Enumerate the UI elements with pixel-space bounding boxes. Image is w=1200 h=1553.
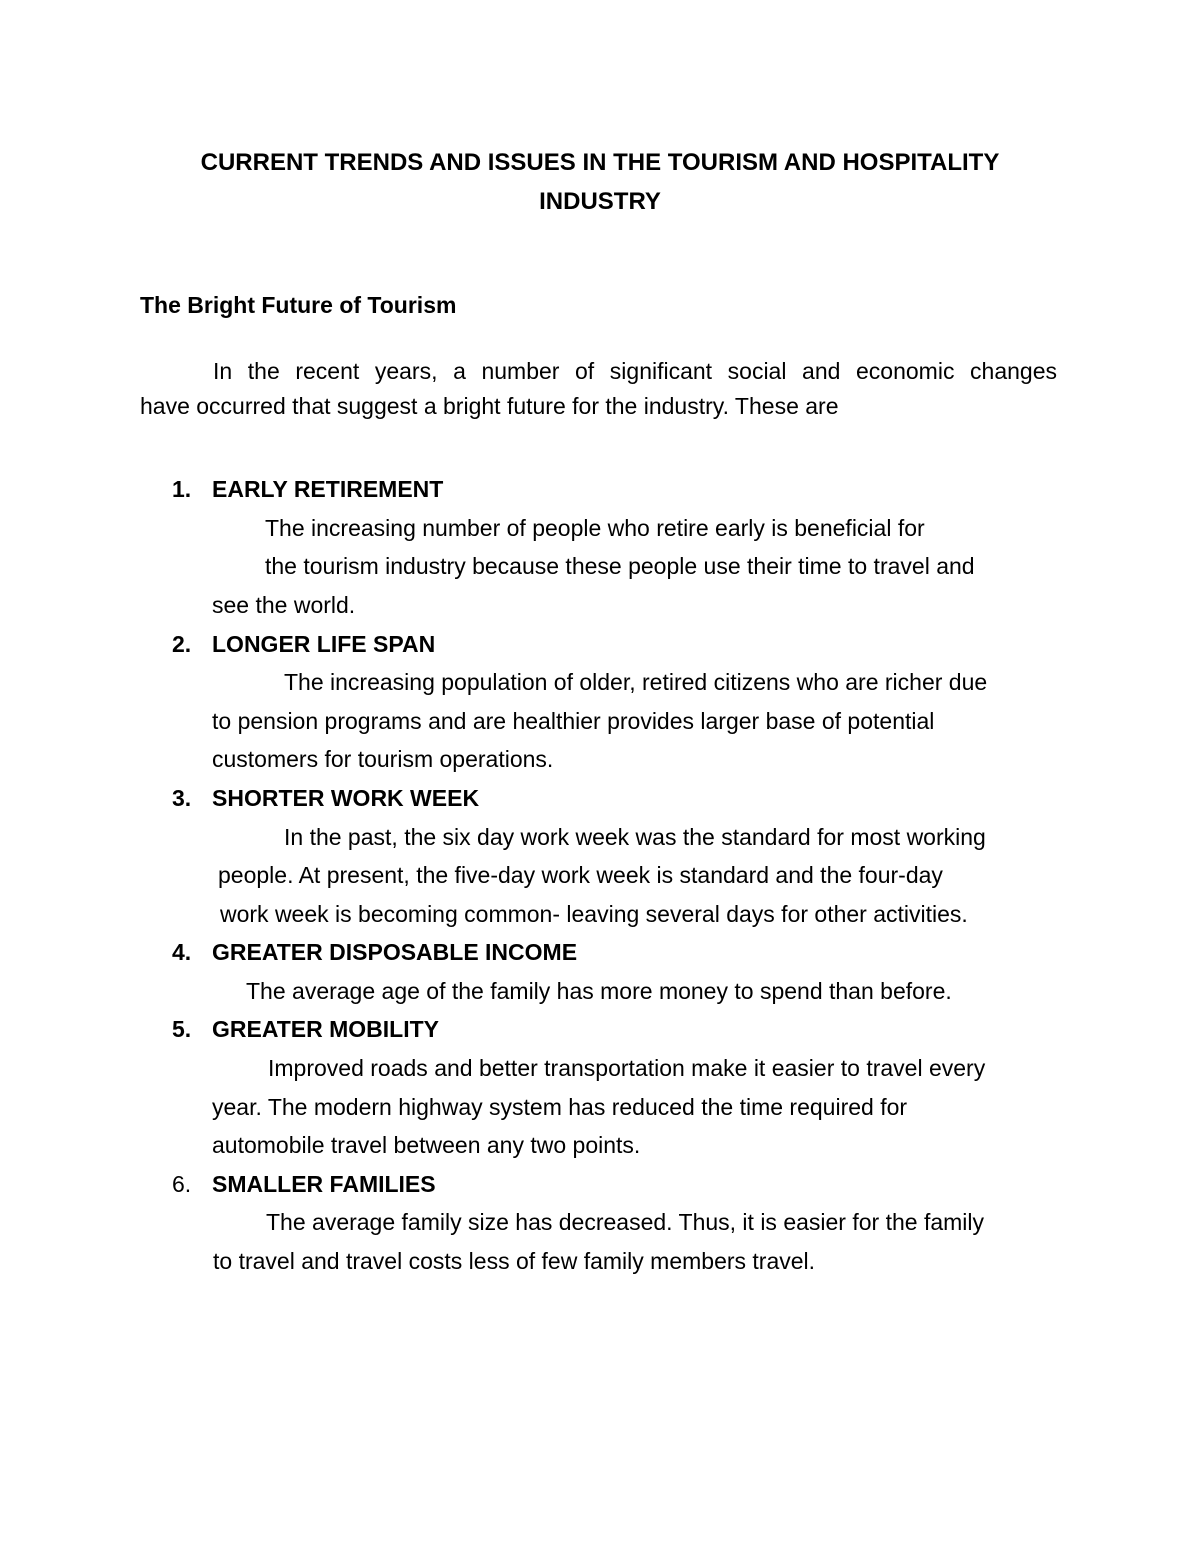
intro-line-1: In the recent years, a number of significant social and economic changes	[213, 358, 1057, 384]
list-item-heading: LONGER LIFE SPAN	[212, 631, 436, 657]
list-item-number: 4.	[172, 939, 192, 965]
list-item-text-line: In the past, the six day work week was the standard for most working	[284, 824, 986, 850]
list-item-heading: SMALLER FAMILIES	[212, 1171, 436, 1197]
list-item-text-line: The increasing population of older, retired citizens who are richer due	[284, 669, 988, 695]
list-item-text-line: year. The modern highway system has reduced the time required for	[212, 1094, 908, 1120]
list-item-text-line: The increasing number of people who retire early is beneficial for	[265, 515, 925, 541]
list-item-heading: SHORTER WORK WEEK	[212, 785, 480, 811]
document-title-line-2: INDUSTRY	[539, 188, 661, 215]
list-item-heading: GREATER DISPOSABLE INCOME	[212, 939, 578, 965]
list-item-text-line: The average age of the family has more money to spend than before.	[246, 978, 952, 1004]
list-item-text-line: to travel and travel costs less of few family members travel.	[213, 1248, 816, 1274]
document-title-line-1: CURRENT TRENDS AND ISSUES IN THE TOURISM AND HOSPITALITY	[200, 149, 1000, 176]
list-item-heading: EARLY RETIREMENT	[212, 476, 444, 502]
list-item-number: 6.	[172, 1171, 192, 1197]
list-item-heading: GREATER MOBILITY	[212, 1016, 440, 1042]
list-item-number: 1.	[172, 476, 192, 502]
intro-line-2: have occurred that suggest a bright future for the industry. These are	[140, 393, 839, 419]
list-item-text-line: see the world.	[212, 592, 356, 618]
list-item-number: 2.	[172, 631, 192, 657]
list-item-text-line: automobile travel between any two points.	[212, 1132, 641, 1158]
list-item-text-line: the tourism industry because these people use their time to travel and	[265, 553, 975, 579]
section-heading: The Bright Future of Tourism	[140, 292, 457, 318]
list-item-text-line: work week is becoming common- leaving several days for other activities.	[220, 901, 968, 927]
list-item-text-line: to pension programs and are healthier provides larger base of potential	[212, 708, 935, 734]
list-item-number: 5.	[172, 1016, 192, 1042]
list-item-text-line: people. At present, the five-day work week is standard and the four-day	[218, 862, 943, 888]
list-item-text-line: customers for tourism operations.	[212, 746, 554, 772]
list-item-number: 3.	[172, 785, 192, 811]
list-item-text-line: Improved roads and better transportation make it easier to travel every	[268, 1055, 986, 1081]
list-item-text-line: The average family size has decreased. Thus, it is easier for the family	[266, 1209, 985, 1235]
